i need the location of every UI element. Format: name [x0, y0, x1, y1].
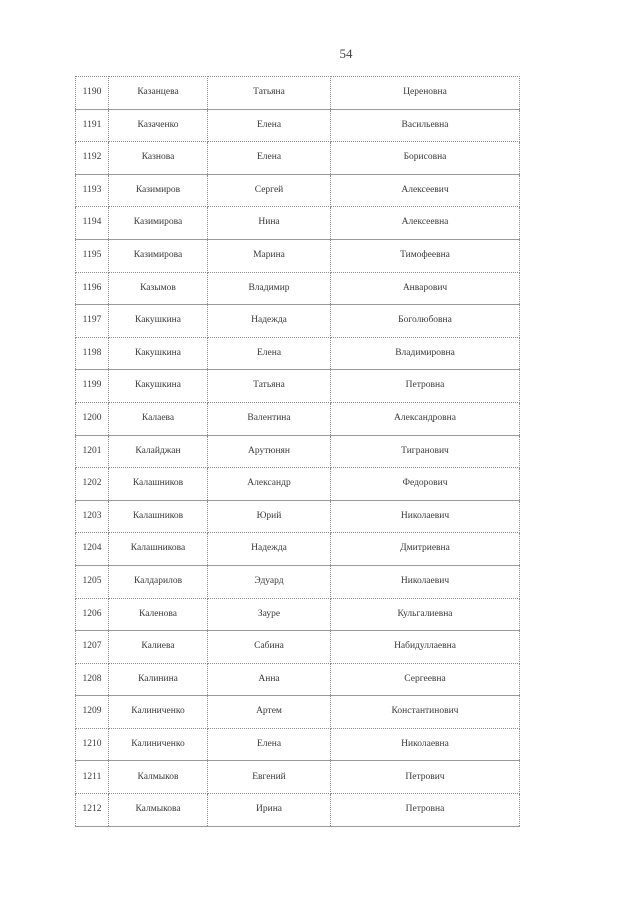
first-name-cell: Анна [208, 663, 331, 696]
first-name-cell: Валентина [208, 402, 331, 435]
patronymic-cell: Николаевич [331, 500, 520, 533]
first-name-cell: Сабина [208, 631, 331, 664]
patronymic-cell: Сергеевна [331, 663, 520, 696]
table-row [76, 533, 520, 566]
row-number-cell: 1191 [76, 109, 109, 142]
row-number-cell: 1193 [76, 174, 109, 207]
patronymic-cell: Тигранович [331, 435, 520, 468]
table-row [76, 435, 520, 468]
row-number-cell: 1196 [76, 272, 109, 305]
first-name-cell: Заурe [208, 598, 331, 631]
first-name-cell: Нина [208, 207, 331, 240]
table-row [76, 500, 520, 533]
row-number-cell: 1211 [76, 761, 109, 794]
row-number-cell: 1210 [76, 728, 109, 761]
row-number-cell: 1212 [76, 794, 109, 827]
first-name-cell: Евгений [208, 761, 331, 794]
table-row [76, 174, 520, 207]
table-row [76, 239, 520, 272]
last-name-cell: Какушкина [109, 370, 208, 403]
first-name-cell: Татьяна [208, 77, 331, 110]
first-name-cell: Елена [208, 337, 331, 370]
row-number-cell: 1197 [76, 305, 109, 338]
patronymic-cell: Петровна [331, 794, 520, 827]
last-name-cell: Казаченко [109, 109, 208, 142]
patronymic-cell: Дмитриевна [331, 533, 520, 566]
table-row [76, 370, 520, 403]
first-name-cell: Марина [208, 239, 331, 272]
last-name-cell: Казимирова [109, 239, 208, 272]
patronymic-cell: Цереновна [331, 77, 520, 110]
row-number-cell: 1201 [76, 435, 109, 468]
table-row [76, 598, 520, 631]
patronymic-cell: Анварович [331, 272, 520, 305]
table-row [76, 207, 520, 240]
table-row [76, 305, 520, 338]
row-number-cell: 1198 [76, 337, 109, 370]
patronymic-cell: Александровна [331, 402, 520, 435]
patronymic-cell: Тимофеевна [331, 239, 520, 272]
table-row [76, 728, 520, 761]
row-number-cell: 1207 [76, 631, 109, 664]
last-name-cell: Казанцева [109, 77, 208, 110]
registry-table [75, 76, 520, 827]
first-name-cell: Надежда [208, 533, 331, 566]
first-name-cell: Ирина [208, 794, 331, 827]
first-name-cell: Надежда [208, 305, 331, 338]
first-name-cell: Арутюнян [208, 435, 331, 468]
table-row [76, 272, 520, 305]
last-name-cell: Калашникова [109, 533, 208, 566]
patronymic-cell: Николаевна [331, 728, 520, 761]
table-row [76, 109, 520, 142]
patronymic-cell: Федорович [331, 468, 520, 501]
row-number-cell: 1202 [76, 468, 109, 501]
table-row [76, 663, 520, 696]
first-name-cell: Елена [208, 728, 331, 761]
last-name-cell: Казнова [109, 142, 208, 175]
row-number-cell: 1209 [76, 696, 109, 729]
last-name-cell: Калдарилов [109, 565, 208, 598]
last-name-cell: Калашников [109, 500, 208, 533]
patronymic-cell: Алексеевна [331, 207, 520, 240]
table-row [76, 761, 520, 794]
row-number-cell: 1194 [76, 207, 109, 240]
patronymic-cell: Петровна [331, 370, 520, 403]
table-row [76, 142, 520, 175]
patronymic-cell: Алексеевич [331, 174, 520, 207]
patronymic-cell: Набидуллаевна [331, 631, 520, 664]
row-number-cell: 1199 [76, 370, 109, 403]
last-name-cell: Калаева [109, 402, 208, 435]
row-number-cell: 1192 [76, 142, 109, 175]
last-name-cell: Калиева [109, 631, 208, 664]
patronymic-cell: Кульгалиевна [331, 598, 520, 631]
last-name-cell: Какушкина [109, 337, 208, 370]
row-number-cell: 1195 [76, 239, 109, 272]
row-number-cell: 1206 [76, 598, 109, 631]
table-row [76, 631, 520, 664]
row-number-cell: 1208 [76, 663, 109, 696]
patronymic-cell: Боголюбовна [331, 305, 520, 338]
last-name-cell: Какушкина [109, 305, 208, 338]
table-row [76, 402, 520, 435]
first-name-cell: Александр [208, 468, 331, 501]
patronymic-cell: Николаевич [331, 565, 520, 598]
last-name-cell: Казимиров [109, 174, 208, 207]
first-name-cell: Елена [208, 142, 331, 175]
patronymic-cell: Петрович [331, 761, 520, 794]
first-name-cell: Сергей [208, 174, 331, 207]
table-row [76, 77, 520, 110]
table-row [76, 468, 520, 501]
table-row [76, 565, 520, 598]
patronymic-cell: Владимировна [331, 337, 520, 370]
patronymic-cell: Константинович [331, 696, 520, 729]
first-name-cell: Татьяна [208, 370, 331, 403]
first-name-cell: Эдуард [208, 565, 331, 598]
last-name-cell: Калайджан [109, 435, 208, 468]
patronymic-cell: Васильевна [331, 109, 520, 142]
first-name-cell: Елена [208, 109, 331, 142]
row-number-cell: 1204 [76, 533, 109, 566]
last-name-cell: Каленова [109, 598, 208, 631]
last-name-cell: Калиниченко [109, 728, 208, 761]
page-number: 54 [339, 46, 353, 61]
patronymic-cell: Борисовна [331, 142, 520, 175]
last-name-cell: Калашников [109, 468, 208, 501]
row-number-cell: 1203 [76, 500, 109, 533]
registry-table-body [76, 77, 520, 827]
table-row [76, 696, 520, 729]
last-name-cell: Казимирова [109, 207, 208, 240]
table-row [76, 794, 520, 827]
last-name-cell: Калмыков [109, 761, 208, 794]
last-name-cell: Казымов [109, 272, 208, 305]
row-number-cell: 1205 [76, 565, 109, 598]
row-number-cell: 1200 [76, 402, 109, 435]
last-name-cell: Калиниченко [109, 696, 208, 729]
first-name-cell: Юрий [208, 500, 331, 533]
last-name-cell: Калинина [109, 663, 208, 696]
table-row [76, 337, 520, 370]
first-name-cell: Владимир [208, 272, 331, 305]
row-number-cell: 1190 [76, 77, 109, 110]
last-name-cell: Калмыкова [109, 794, 208, 827]
first-name-cell: Артем [208, 696, 331, 729]
